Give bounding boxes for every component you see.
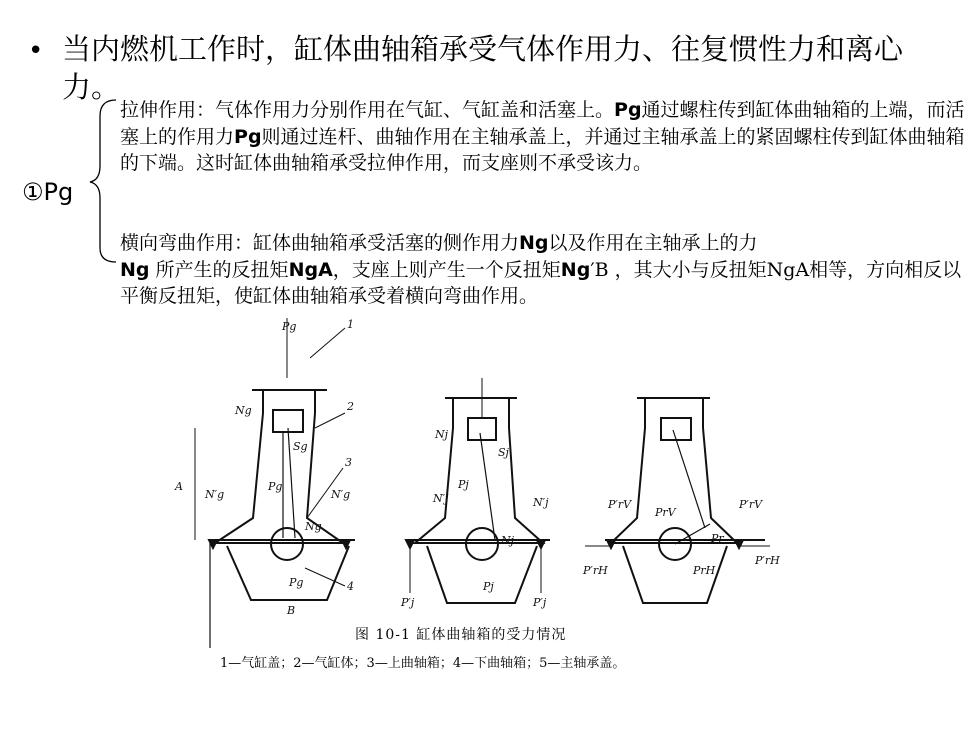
- curly-brace: [86, 96, 120, 266]
- bold-term: Ng: [519, 232, 549, 254]
- text-span: 所产生的反扭矩: [149, 258, 289, 281]
- fig-label: N′g: [205, 488, 225, 501]
- fig-label: Nj: [501, 534, 515, 547]
- text-span: ，支座上则产生一个反扭矩: [332, 258, 561, 281]
- fig-label: 2: [347, 400, 354, 413]
- paragraph-bending: [120, 230, 965, 310]
- text-span: 横向弯曲作用：缸体曲轴箱承受活塞的侧作用力: [120, 232, 520, 254]
- fig-label: P′j: [401, 596, 415, 609]
- text-span: 以及作用在主轴承上的力: [548, 232, 758, 254]
- fig-label: PrH: [693, 564, 716, 577]
- figure-legend: 1—气缸盖；2—气缸体；3—上曲轴箱；4—下曲轴箱；5—主轴承盖。: [220, 656, 626, 671]
- bold-term: Pg: [234, 125, 262, 148]
- fig-label: Pg: [268, 480, 283, 493]
- fig-label: Pg: [289, 576, 304, 589]
- fig-label: Sj: [498, 446, 509, 459]
- fig-label: Pr: [711, 532, 724, 545]
- fig-label: P′rH: [583, 564, 608, 577]
- figure-caption: 图 10-1 缸体曲轴箱的受力情况: [355, 627, 567, 643]
- fig-label: Pj: [483, 580, 494, 593]
- diagram-inertia-force: [406, 378, 550, 603]
- fig-label: A: [175, 480, 183, 493]
- bold-term: Ng: [120, 258, 150, 281]
- fig-label: P′j: [533, 596, 547, 609]
- bullet-text: 当内燃机工作时，缸体曲轴箱承受气体作用力、往复惯性力和离心力。: [62, 32, 904, 104]
- fig-label: N′j: [433, 492, 449, 505]
- fig-label: Nj: [435, 428, 449, 441]
- bold-term: NgA: [288, 258, 333, 281]
- fig-label: Pg: [282, 320, 297, 333]
- fig-label: Pj: [458, 478, 469, 491]
- fig-label: P′rV: [739, 498, 763, 511]
- text-span: 则通过连杆、曲轴作用在主轴承盖上，并通过主轴承盖上的紧固螺柱传到缸体曲轴箱的下端。这时缸体曲轴箱承受拉伸作用，而支座则不承受该力。: [120, 125, 965, 174]
- fig-label: Ng: [305, 520, 322, 533]
- fig-label: P′rH: [755, 554, 780, 567]
- fig-label: N′j: [533, 496, 549, 509]
- fig-label: PrV: [655, 506, 676, 519]
- fig-label: 4: [347, 580, 354, 593]
- fig-label: P′rV: [608, 498, 632, 511]
- fig-label: N′g: [331, 488, 351, 501]
- fig-label: B: [287, 604, 296, 617]
- paragraph-tension: [120, 97, 965, 177]
- text-span: ′B ，其大小与反扭矩NgA相等，方向相反以平衡反扭矩，使缸体曲轴箱承受着横向弯曲作用。: [120, 258, 962, 307]
- fig-label: 3: [345, 456, 352, 469]
- text-span: 拉伸作用：气体作用力分别作用在气缸、气缸盖和活塞上。: [120, 99, 615, 121]
- text-span: 通过螺柱传到缸体曲轴箱的上端，而活塞上的作用力: [120, 99, 965, 148]
- bold-term: Ng: [560, 258, 591, 281]
- bullet-dot: •: [28, 36, 44, 66]
- fig-label: 1: [347, 318, 354, 331]
- pg-label: ①Pg: [22, 178, 74, 206]
- fig-label: Ng: [235, 404, 252, 417]
- fig-label: Sg: [293, 440, 308, 453]
- bold-term: Pg: [614, 99, 642, 121]
